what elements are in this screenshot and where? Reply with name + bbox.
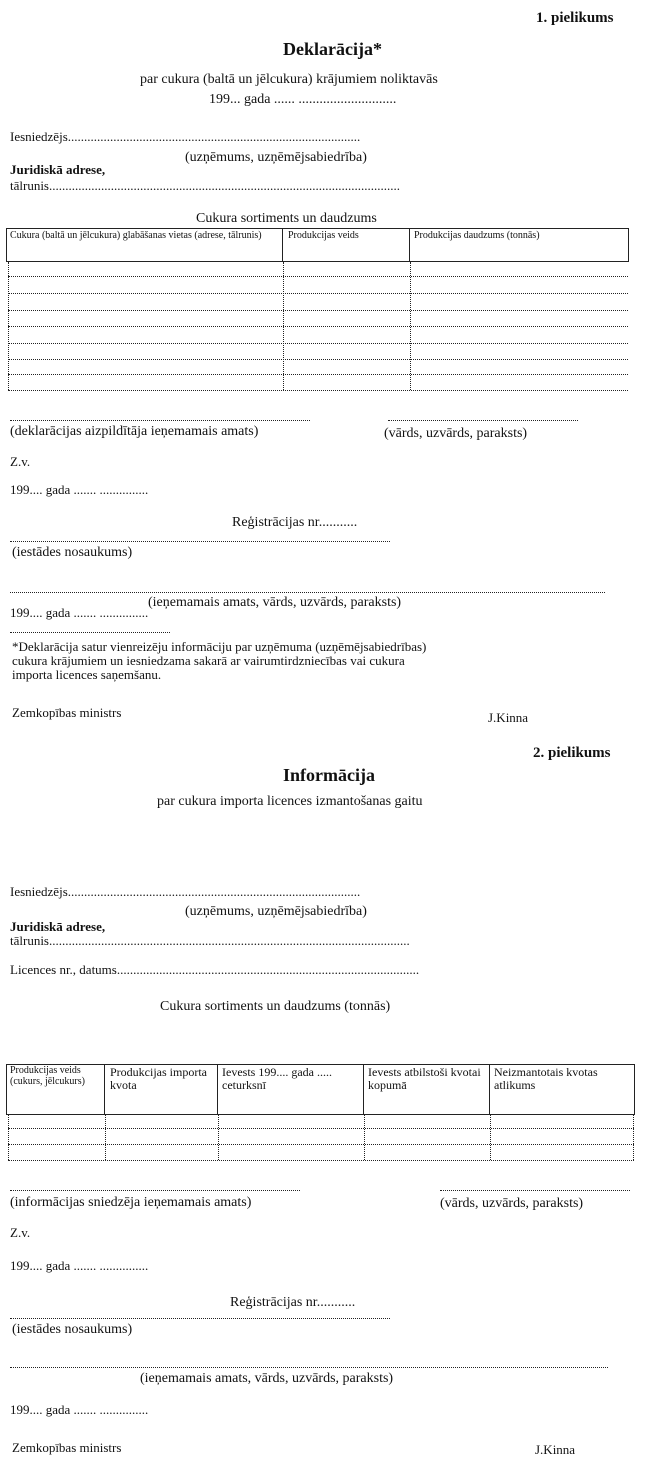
annex1-institution: (iestādes nosaukums) <box>12 545 133 560</box>
annex2-sign-date: 199.... gada ....... ............... <box>10 1258 149 1273</box>
annex2-provider-position: (informācijas sniedzēja ieņemamais amats) <box>10 1195 252 1210</box>
table-row[interactable] <box>8 326 628 327</box>
annex1-filler-name: (vārds, uzvārds, paraksts) <box>384 426 528 441</box>
annex1-footnote-3: importa licences saņemšanu. <box>12 667 162 682</box>
annex2-stamp: Z.v. <box>10 1225 31 1240</box>
annex1-submitter: Iesniedzējs.......................................................................................... <box>10 129 361 144</box>
annex1-header-storage: Cukura (baltā un jēlcukura) glabāšanas vietas (adrese, tālrunis) <box>10 230 262 241</box>
annex2-table-title: Cukura sortiments un daudzums (tonnās) <box>160 999 391 1014</box>
annex2-provider-name: (vārds, uzvārds, paraksts) <box>440 1196 584 1211</box>
table-row[interactable] <box>8 293 628 294</box>
annex2-official-hint: (ieņemamais amats, vārds, uzvārds, paraksts) <box>140 1371 394 1386</box>
annex2-registration: Reģistrācijas nr........... <box>230 1295 356 1310</box>
annex1-date-line: 199... gada ...... ............................ <box>209 92 397 107</box>
table-row[interactable] <box>8 359 628 360</box>
table-row[interactable] <box>8 374 628 375</box>
annex2-minister-title: Zemkopības ministrs <box>12 1440 122 1455</box>
annex1-legal-address: Juridiskā adrese, <box>10 162 106 177</box>
table-row[interactable] <box>8 390 628 391</box>
annex1-table-title: Cukura sortiments un daudzums <box>196 211 377 226</box>
table-row[interactable] <box>8 1160 634 1161</box>
annex2-legal-address: Juridiskā adrese, <box>10 919 106 934</box>
annex2-submitter-hint: (uzņēmums, uzņēmējsabiedrība) <box>185 904 367 919</box>
table-row[interactable] <box>8 1144 634 1145</box>
annex2-minister-name: J.Kinna <box>535 1442 576 1457</box>
table-row[interactable] <box>8 343 628 344</box>
annex1-footnote-1: *Deklarācija satur vienreizēju informāciju par uzņēmuma (uzņēmējsabiedrības) <box>12 639 427 654</box>
annex1-footnote-2: cukura krājumiem un iesniedzama sakarā ar vairumtirdzniecības vai cukura <box>12 653 405 668</box>
annex1-phone: tālrunis............................................................................................................ <box>10 178 400 193</box>
annex1-sign-date: 199.... gada ....... ............... <box>10 482 149 497</box>
annex2-title: Informācija <box>283 765 375 785</box>
annex1-official-hint: (ieņemamais amats, vārds, uzvārds, paraksts) <box>148 595 402 610</box>
annex2-subtitle: par cukura importa licences izmantošanas gaitu <box>157 794 423 809</box>
annex2-header-type: Produkcijas veids (cukurs, jēlcukurs) <box>10 1065 85 1087</box>
annex1-label: 1. pielikums <box>536 10 614 26</box>
annex2-licence: Licences nr., datums............................................................................................. <box>10 962 420 977</box>
annex2-header-quota: Produkcijas importa kvota <box>110 1065 207 1092</box>
annex1-stamp: Z.v. <box>10 454 31 469</box>
annex1-title: Deklarācija* <box>283 39 382 59</box>
annex2-header-remaining: Neizmantotais kvotas atlikums <box>494 1065 598 1092</box>
annex2-header-imported-total: Ievests atbilstoši kvotai kopumā <box>368 1065 481 1092</box>
annex1-registration: Reģistrācijas nr........... <box>232 515 358 530</box>
annex1-submitter-hint: (uzņēmums, uzņēmējsabiedrība) <box>185 150 367 165</box>
annex1-subtitle: par cukura (baltā un jēlcukura) krājumiem noliktavās <box>140 72 438 87</box>
table-row[interactable] <box>8 1128 634 1129</box>
annex2-label: 2. pielikums <box>533 745 611 761</box>
annex2-header-imported-quarter: Ievests 199.... gada ..... ceturksnī <box>222 1065 332 1092</box>
annex1-filler-position: (deklarācijas aizpildītāja ieņemamais amats) <box>10 424 259 439</box>
annex1-official-date: 199.... gada ....... ............... <box>10 605 149 620</box>
annex1-minister-title: Zemkopības ministrs <box>12 705 122 720</box>
table-row[interactable] <box>8 276 628 277</box>
table-row[interactable] <box>8 310 628 311</box>
annex1-header-type: Produkcijas veids <box>288 230 359 241</box>
annex2-institution: (iestādes nosaukums) <box>12 1322 133 1337</box>
annex2-submitter: Iesniedzējs.......................................................................................... <box>10 884 361 899</box>
annex1-header-quantity: Produkcijas daudzums (tonnās) <box>414 230 540 241</box>
annex2-phone: tālrunis............................................................................................................... <box>10 933 410 948</box>
annex2-official-date: 199.... gada ....... ............... <box>10 1402 149 1417</box>
annex1-minister-name: J.Kinna <box>488 710 529 725</box>
